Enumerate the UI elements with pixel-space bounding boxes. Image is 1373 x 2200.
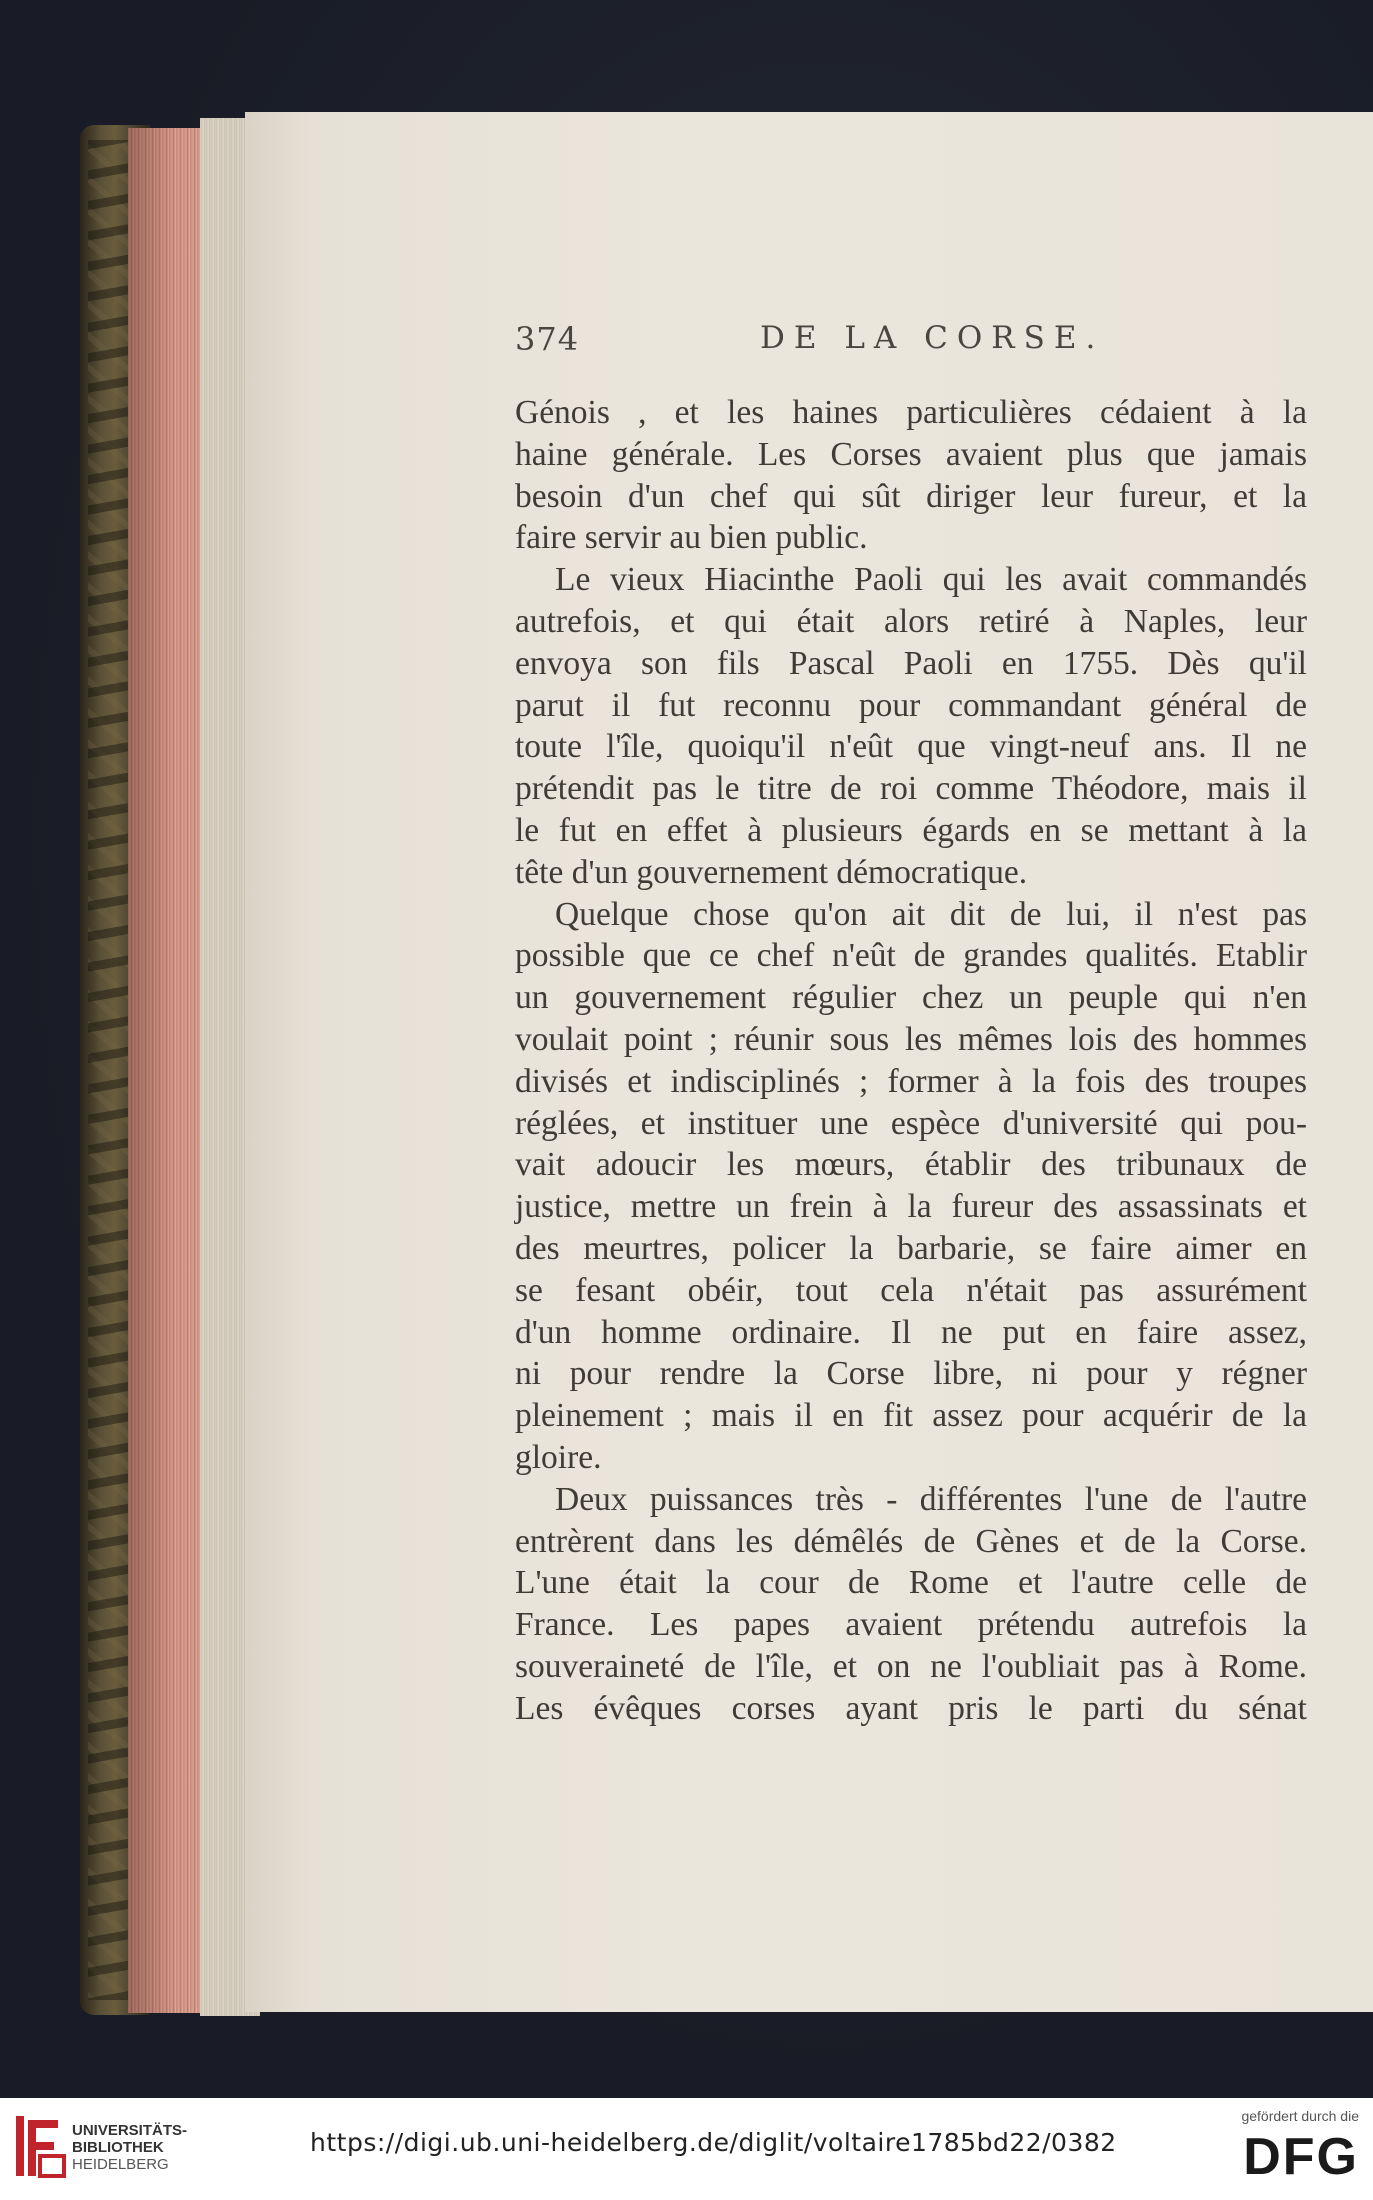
- text-line: Le vieux Hiacinthe Paoli qui les avait commandés: [555, 561, 1307, 599]
- text-line: prétendit pas le titre de roi comme Théodore, mais il: [515, 770, 1307, 808]
- text-line: tête d'un gouvernement démocratique.: [515, 853, 1028, 891]
- university-library-logo-icon: [14, 2112, 68, 2184]
- text-line: besoin d'un chef qui sût diriger leur fureur, et la: [515, 477, 1307, 515]
- text-line: toute l'île, quoiqu'il n'eût que vingt-neuf ans. Il ne: [515, 728, 1307, 766]
- running-head: DE LA CORSE.: [760, 320, 1105, 356]
- text-line: pleinement ; mais il en fit assez pour acquérir de la: [515, 1397, 1307, 1435]
- text-line: un gouvernement régulier chez un peuple qui n'en: [515, 979, 1307, 1017]
- text-line: divisés et indisciplinés ; former à la fois des troupes: [515, 1062, 1307, 1100]
- text-line: parut il fut reconnu pour commandant général de: [515, 686, 1307, 724]
- text-line: gloire.: [515, 1438, 602, 1476]
- document-url-link[interactable]: https://digi.ub.uni-heidelberg.de/diglit/voltaire1785bd22/0382: [310, 2128, 1117, 2157]
- text-line: envoya son fils Pascal Paoli en 1755. Dès qu'il: [515, 644, 1307, 682]
- funding-caption: gefördert durch die: [1241, 2108, 1359, 2124]
- text-line: faire servir au bien public.: [515, 519, 868, 557]
- text-line: vait adoucir les mœurs, établir des tribunaux de: [515, 1146, 1307, 1184]
- text-line: réglées, et instituer une espèce d'université qui pou-: [515, 1104, 1307, 1142]
- text-line: le fut en effet à plusieurs égards en se mettant à la: [515, 811, 1307, 849]
- institution-line: HEIDELBERG: [72, 2156, 169, 2173]
- text-line: haine générale. Les Corses avaient plus que jamais: [515, 435, 1307, 473]
- text-line: souveraineté de l'île, et on ne l'oubliait pas à Rome.: [515, 1647, 1307, 1685]
- institution-line: BIBLIOTHEK: [72, 2139, 164, 2156]
- text-line: Les évêques corses ayant pris le parti du sénat: [515, 1689, 1307, 1727]
- text-line: se fesant obéir, tout cela n'était pas assurément: [515, 1271, 1307, 1309]
- text-line: Deux puissances très - différentes l'une de l'autre: [555, 1480, 1307, 1518]
- text-line: Quelque chose qu'on ait dit de lui, il n'est pas: [555, 895, 1307, 933]
- dfg-logo: DFG: [1243, 2128, 1359, 2186]
- text-line: justice, mettre un frein à la fureur des assassinats et: [515, 1188, 1307, 1226]
- text-line: autrefois, et qui était alors retiré à Naples, leur: [515, 602, 1307, 640]
- text-line: d'un homme ordinaire. Il ne put en faire assez,: [515, 1313, 1307, 1351]
- text-line: ni pour rendre la Corse libre, ni pour y régner: [515, 1355, 1307, 1393]
- text-line: voulait point ; réunir sous les mêmes lois des hommes: [515, 1020, 1307, 1058]
- body-text: [515, 392, 1307, 1730]
- institution-line: UNIVERSITÄTS-: [72, 2122, 188, 2139]
- text-line: entrèrent dans les démêlés de Gènes et de la Corse.: [515, 1522, 1307, 1560]
- text-line: des meurtres, policer la barbarie, se faire aimer en: [515, 1229, 1307, 1267]
- text-line: possible que ce chef n'eût de grandes qualités. Etablir: [515, 937, 1307, 975]
- text-line: Génois , et les haines particulières cédaient à la: [515, 394, 1307, 431]
- institution-name: [72, 2122, 187, 2173]
- text-line: France. Les papes avaient prétendu autrefois la: [515, 1606, 1307, 1644]
- page-number: 374: [515, 320, 580, 358]
- text-line: L'une était la cour de Rome et l'autre celle de: [515, 1564, 1307, 1602]
